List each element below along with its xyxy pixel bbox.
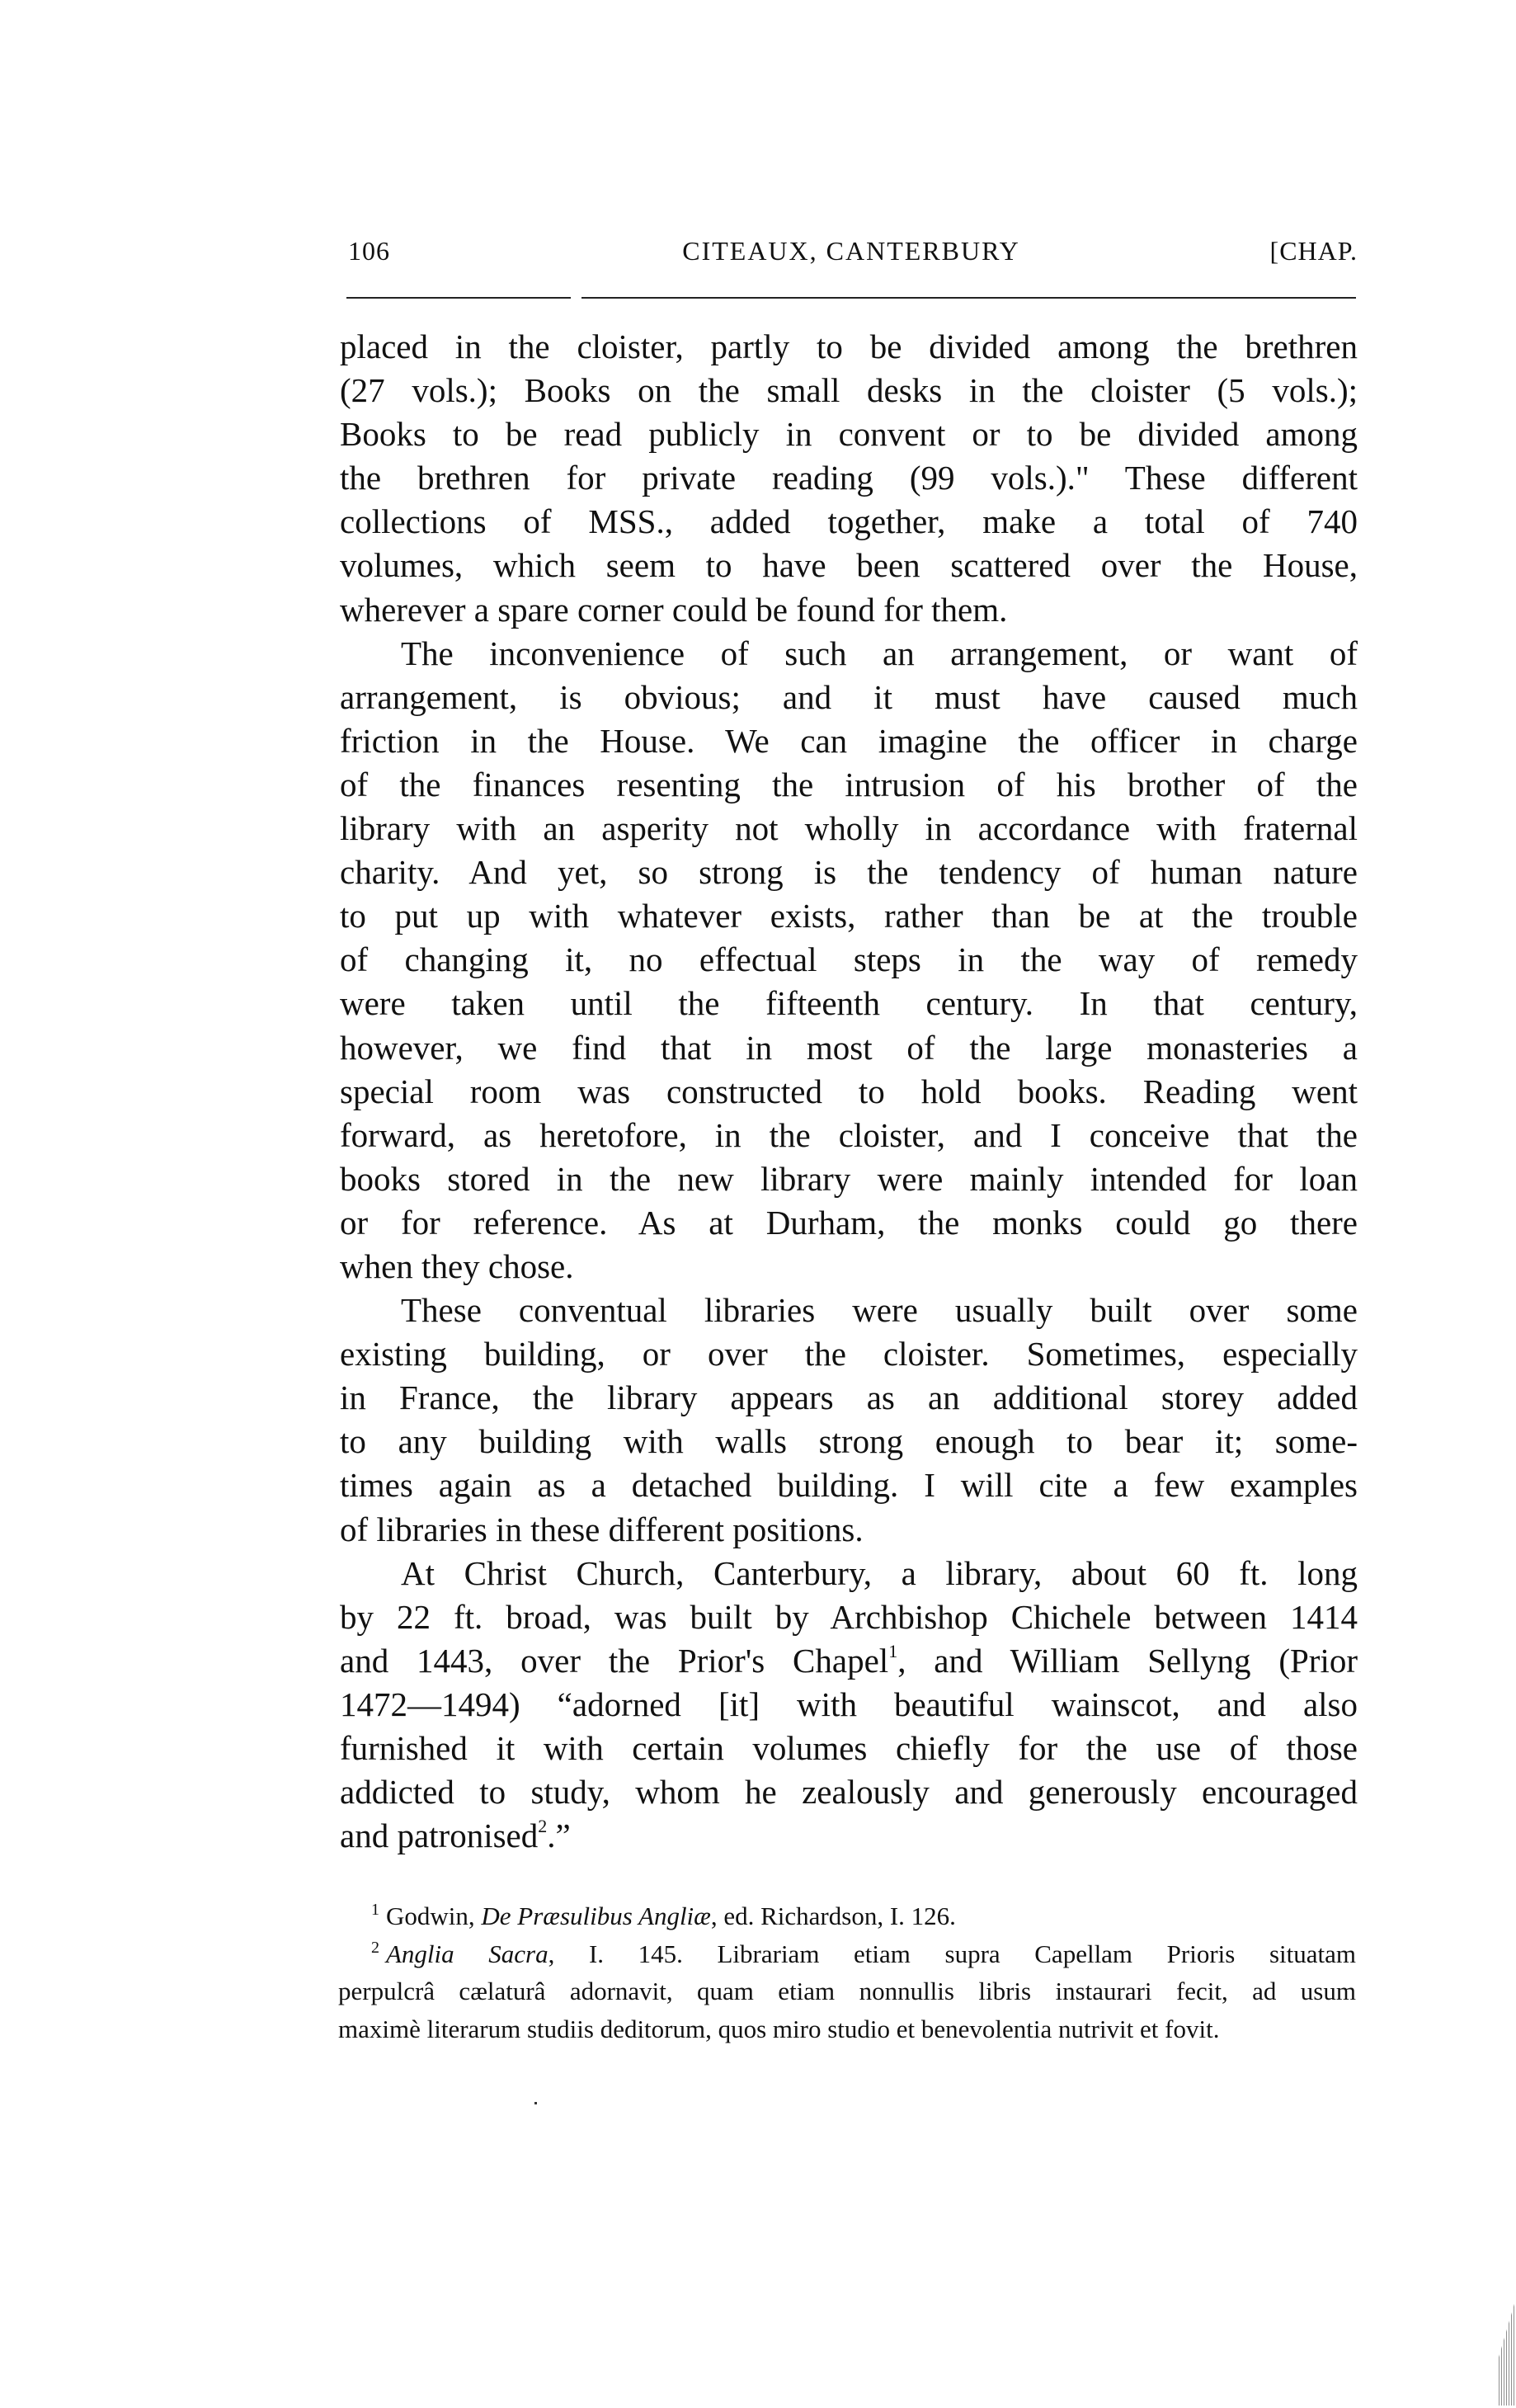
footnote-text: , ed. Richardson, I. 126. bbox=[710, 1901, 956, 1930]
footnote-2-line: maximè literarum studiis deditorum, quos miro studio et benevolentia nutrivit et fovit. bbox=[338, 2014, 1220, 2043]
page-number: 106 bbox=[348, 236, 390, 266]
text-line: of changing it, no effectual steps in the way of remedy bbox=[340, 940, 1358, 979]
text-line: of libraries in these different positions. bbox=[340, 1510, 864, 1548]
header-rule-left bbox=[346, 297, 571, 299]
text-line: however, we find that in most of the large monasteries a bbox=[340, 1028, 1358, 1067]
footnote-title-italic: De Præsulibus Angliæ bbox=[481, 1901, 711, 1930]
footnote-text: Godwin, bbox=[386, 1901, 482, 1930]
text-line bbox=[340, 1639, 1358, 1683]
text-line: placed in the cloister, partly to be divided among the brethren bbox=[340, 328, 1358, 365]
text-line bbox=[340, 1814, 1358, 1858]
text-line: wherever a spare corner could be found for them. bbox=[340, 590, 1008, 629]
text-line: special room was constructed to hold books. Reading went bbox=[340, 1072, 1358, 1110]
text-line: Books to be read publicly in convent or to be divided among bbox=[340, 415, 1358, 454]
running-title: CITEAUX, CANTERBURY bbox=[682, 236, 1020, 266]
text-line: friction in the House. We can imagine the officer in charge bbox=[340, 721, 1358, 760]
text-line: (27 vols.); Books on the small desks in the cloister (5 vols.); bbox=[340, 371, 1358, 410]
text-line: forward, as heretofore, in the cloister, and I conceive that the bbox=[340, 1115, 1358, 1154]
text-line: existing building, or over the cloister. Sometimes, especially bbox=[340, 1335, 1358, 1374]
text-line: in France, the library appears as an additional storey added bbox=[340, 1378, 1358, 1417]
text-line: to any building with walls strong enough to bear it; some- bbox=[340, 1422, 1358, 1461]
text-line: arrangement, is obvious; and it must have caused much bbox=[340, 677, 1358, 716]
text-line: charity. And yet, so strong is the tendency of human nature bbox=[340, 853, 1358, 892]
text-line: addicted to study, whom he zealously and generously encouraged bbox=[340, 1773, 1358, 1812]
text-line: The inconvenience of such an arrangement, or want of bbox=[401, 634, 1358, 672]
scan-edge-artifact bbox=[1499, 2298, 1516, 2406]
header-rule-right bbox=[581, 297, 1356, 299]
text-fragment: and 1443, over the Prior's Chapel bbox=[340, 1641, 889, 1680]
text-line: At Christ Church, Canterbury, a library, about 60 ft. long bbox=[401, 1553, 1358, 1592]
text-line: 1472—1494) “adorned [it] with beautiful wainscot, and also bbox=[340, 1685, 1358, 1723]
text-line: books stored in the new library were mainly intended for loan bbox=[340, 1159, 1358, 1198]
text-fragment: .” bbox=[547, 1817, 571, 1855]
text-line: when they chose. bbox=[340, 1246, 574, 1285]
footnote-mark: 2 bbox=[371, 1938, 379, 1957]
scan-speck bbox=[534, 2102, 537, 2104]
text-line: collections of MSS., added together, make a total of 740 bbox=[340, 502, 1358, 541]
footnote-mark: 1 bbox=[371, 1901, 379, 1919]
footnote-1 bbox=[338, 1897, 1356, 1935]
footnote-title-italic: Anglia Sacra bbox=[386, 1939, 548, 1968]
body-text bbox=[340, 325, 1358, 1858]
chapter-marker: [CHAP. bbox=[1269, 236, 1358, 266]
text-line: These conventual libraries were usually built over some bbox=[401, 1291, 1358, 1330]
text-line: to put up with whatever exists, rather than be at the trouble bbox=[340, 897, 1358, 935]
text-line: library with an asperity not wholly in accordance with fraternal bbox=[340, 809, 1358, 848]
text-line: or for reference. As at Durham, the monks could go there bbox=[340, 1203, 1358, 1242]
text-fragment: , and William Sellyng (Prior bbox=[897, 1641, 1358, 1680]
text-line: by 22 ft. broad, was built by Archbishop Chichele between 1414 bbox=[340, 1597, 1358, 1636]
text-fragment: and patronised bbox=[340, 1817, 539, 1855]
running-head bbox=[345, 233, 1358, 269]
text-line: the brethren for private reading (99 vols.)." These different bbox=[340, 459, 1358, 497]
footnote-ref-2[interactable]: 2 bbox=[538, 1816, 548, 1837]
footnote-text: , I. 145. Librariam etiam supra Capellam Prioris situatam bbox=[548, 1939, 1356, 1968]
footnotes bbox=[338, 1897, 1356, 2048]
text-line: times again as a detached building. I will cite a few examples bbox=[340, 1466, 1358, 1505]
text-line: furnished it with certain volumes chiefly for the use of those bbox=[340, 1729, 1358, 1767]
footnote-ref-1[interactable]: 1 bbox=[888, 1640, 898, 1661]
footnote-2-line: perpulcrâ cælaturâ adornavit, quam etiam nonnullis libris instaurari fecit, ad usum bbox=[338, 1977, 1356, 2005]
text-line: volumes, which seem to have been scattered over the House, bbox=[340, 546, 1358, 585]
text-line: of the finances resenting the intrusion of his brother of the bbox=[340, 765, 1358, 803]
text-line: were taken until the fifteenth century. In that century, bbox=[340, 984, 1358, 1023]
footnote-2 bbox=[338, 1935, 1356, 1973]
